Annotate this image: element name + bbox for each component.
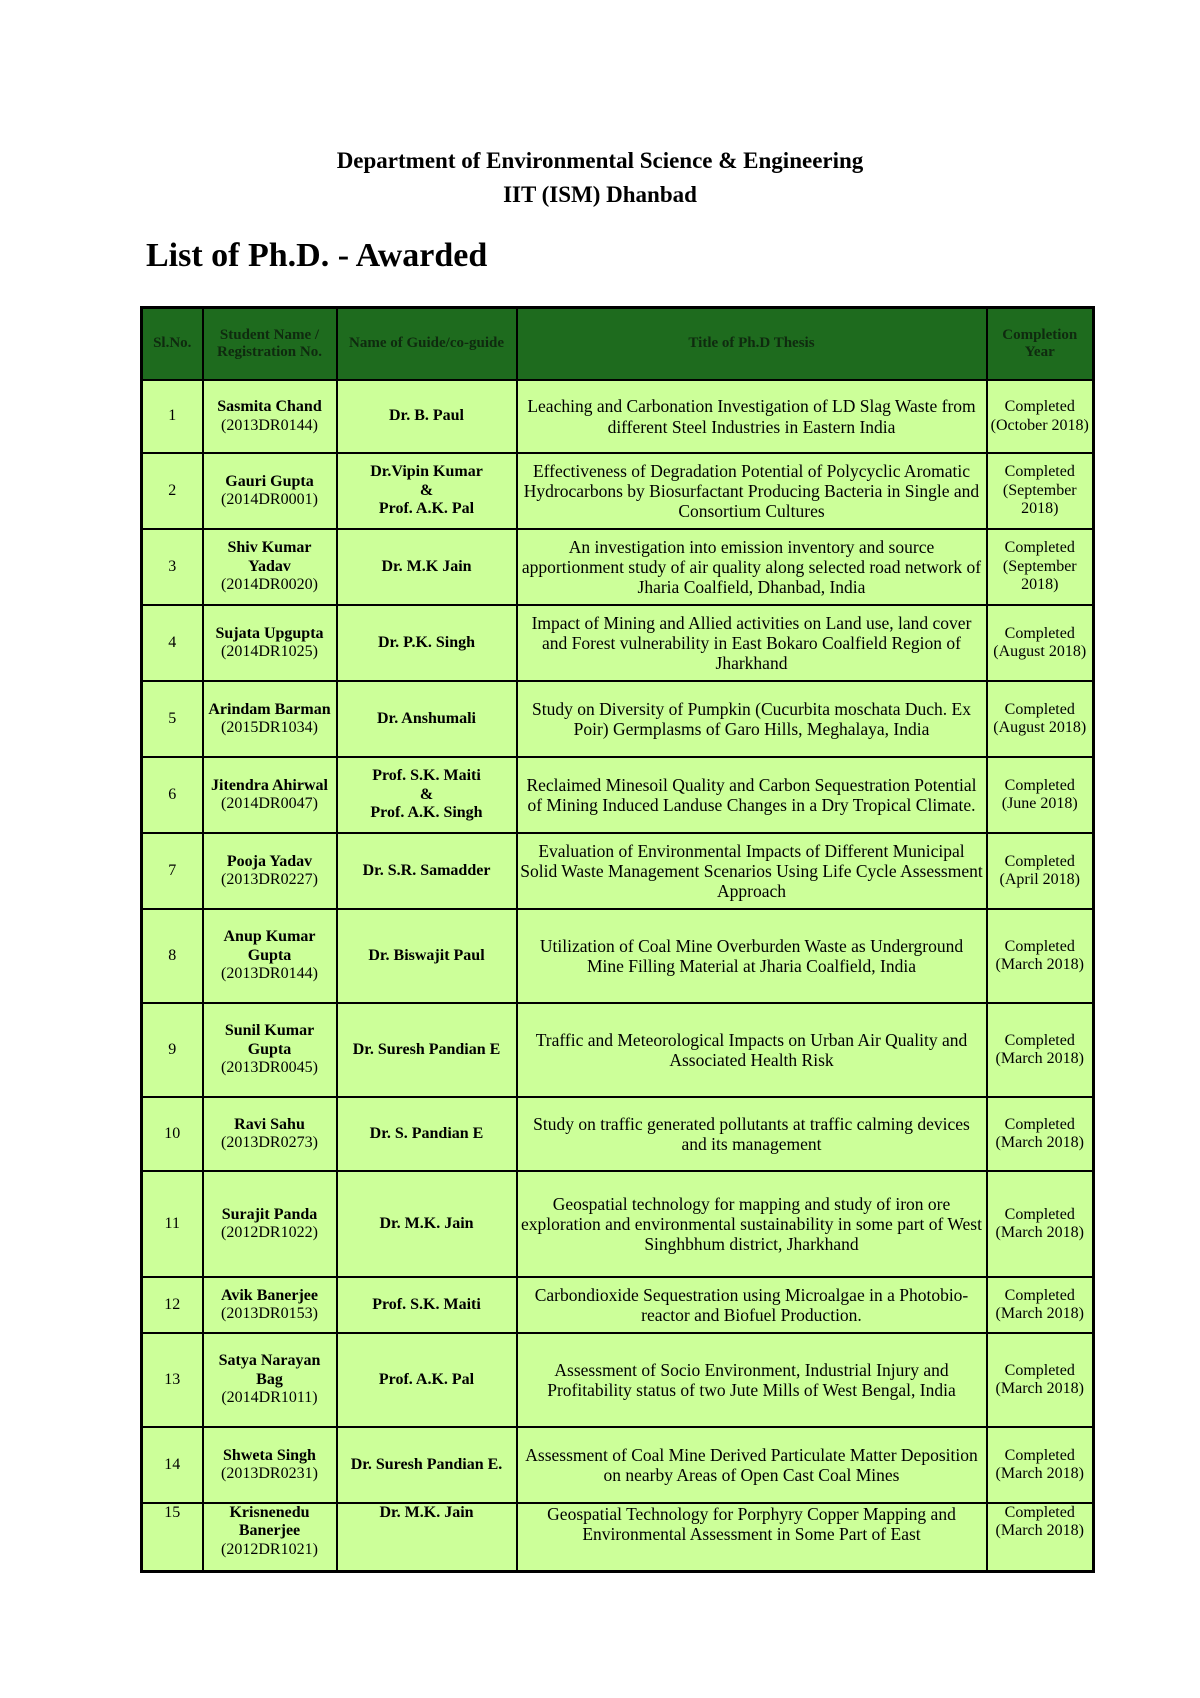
guide-cell bbox=[337, 833, 517, 909]
student-name: Arindam Barman bbox=[208, 700, 331, 718]
serial-number-cell: 10 bbox=[142, 1097, 203, 1171]
guide-cell bbox=[337, 1427, 517, 1503]
registration-number: (2014DR0001) bbox=[221, 491, 318, 508]
thesis-title-cell: Study on traffic generated pollutants at traffic calming devices and its management bbox=[517, 1097, 987, 1171]
student-cell bbox=[203, 605, 337, 681]
student-cell bbox=[203, 909, 337, 1003]
table-row bbox=[142, 681, 1094, 757]
completion-year-cell: Completed (April 2018) bbox=[987, 833, 1094, 909]
guide-name: Dr. Biswajit Paul bbox=[368, 946, 485, 964]
table-row bbox=[142, 1003, 1094, 1097]
registration-number: (2013DR0273) bbox=[221, 1134, 318, 1151]
guide-cell bbox=[337, 757, 517, 833]
thesis-title-cell: Geospatial technology for mapping and study of iron ore exploration and environmental sustainability in some part of West Singhbhum district, Jharkhand bbox=[517, 1171, 987, 1277]
completion-year-cell: Completed (March 2018) bbox=[987, 1427, 1094, 1503]
thesis-title-cell: Evaluation of Environmental Impacts of Different Municipal Solid Waste Management Scenarios Using Life Cycle Assessment Approach bbox=[517, 833, 987, 909]
student-cell bbox=[203, 1427, 337, 1503]
guide-cell bbox=[337, 1171, 517, 1277]
registration-number: (2013DR0227) bbox=[221, 871, 318, 888]
table-row bbox=[142, 1097, 1094, 1171]
table-row bbox=[142, 605, 1094, 681]
completion-year-cell: Completed (June 2018) bbox=[987, 757, 1094, 833]
student-cell bbox=[203, 833, 337, 909]
completion-year-cell: Completed (September 2018) bbox=[987, 529, 1094, 605]
registration-number: (2012DR1022) bbox=[221, 1224, 318, 1241]
student-cell bbox=[203, 1097, 337, 1171]
table-header-row bbox=[142, 308, 1094, 381]
guide-cell bbox=[337, 605, 517, 681]
guide-name: Dr. S.R. Samadder bbox=[362, 861, 491, 879]
department-heading: Department of Environmental Science & Engineering bbox=[336, 148, 864, 173]
page-title: List of Ph.D. - Awarded bbox=[146, 237, 488, 274]
student-name: Surajit Panda bbox=[221, 1205, 318, 1223]
completion-year-cell: Completed (March 2018) bbox=[987, 1171, 1094, 1277]
completion-year-cell: Completed (March 2018) bbox=[987, 1333, 1094, 1427]
student-name: Krisnenedu Banerjee bbox=[229, 1504, 310, 1540]
guide-name: Dr. Suresh Pandian E. bbox=[350, 1455, 503, 1473]
guide-name: Prof. A.K. Pal bbox=[378, 500, 475, 518]
completion-year-cell: Completed (August 2018) bbox=[987, 681, 1094, 757]
guide-cell bbox=[337, 380, 517, 453]
guide-cell bbox=[337, 1097, 517, 1171]
student-cell bbox=[203, 1171, 337, 1277]
guide-name: Prof. A.K. Pal bbox=[378, 1370, 475, 1388]
student-name: Jitendra Ahirwal bbox=[211, 776, 328, 794]
registration-number: (2012DR1021) bbox=[221, 1540, 318, 1558]
column-header-student: Student Name / Registration No. bbox=[203, 308, 337, 381]
guide-name: Prof. A.K. Singh bbox=[370, 804, 483, 822]
serial-number-cell: 8 bbox=[142, 909, 203, 1003]
guide-name: Dr. P.K. Singh bbox=[377, 633, 476, 651]
completion-year-cell: Completed (August 2018) bbox=[987, 605, 1094, 681]
registration-number: (2013DR0153) bbox=[221, 1305, 318, 1322]
thesis-title-cell: An investigation into emission inventory and source apportionment study of air quality along selected road network of Jharia Coalfield, Dhanbad, India bbox=[517, 529, 987, 605]
thesis-title-cell: Geospatial Technology for Porphyry Copper Mapping and Environmental Assessment in Some Part of East bbox=[517, 1503, 987, 1571]
student-name: Satya Narayan Bag bbox=[218, 1352, 321, 1388]
thesis-title-cell: Carbondioxide Sequestration using Microalgae in a Photobio-reactor and Biofuel Production. bbox=[517, 1277, 987, 1333]
serial-number-cell: 5 bbox=[142, 681, 203, 757]
column-header-slno: Sl.No. bbox=[142, 308, 203, 381]
guide-name: & bbox=[419, 785, 434, 803]
registration-number: (2013DR0144) bbox=[221, 965, 318, 983]
thesis-title-cell: Study on Diversity of Pumpkin (Cucurbita moschata Duch. Ex Poir) Germplasms of Garo Hills, Meghalaya, India bbox=[517, 681, 987, 757]
student-cell bbox=[203, 681, 337, 757]
table-row bbox=[142, 529, 1094, 605]
student-cell bbox=[203, 1003, 337, 1097]
completion-year-cell: Completed (March 2018) bbox=[987, 1503, 1094, 1571]
table-row bbox=[142, 757, 1094, 833]
guide-name: Dr. M.K. Jain bbox=[379, 1504, 474, 1521]
phd-awarded-table bbox=[140, 306, 1095, 1573]
completion-year-cell: Completed (March 2018) bbox=[987, 1277, 1094, 1333]
guide-name: Dr. Suresh Pandian E bbox=[352, 1040, 501, 1058]
guide-cell bbox=[337, 1277, 517, 1333]
table-body bbox=[142, 380, 1094, 1571]
serial-number-cell: 9 bbox=[142, 1003, 203, 1097]
guide-name: Dr. S. Pandian E bbox=[369, 1124, 484, 1142]
guide-name: Prof. S.K. Maiti bbox=[372, 1295, 481, 1313]
guide-name: Dr. Anshumali bbox=[377, 709, 476, 727]
table-row bbox=[142, 833, 1094, 909]
thesis-title-cell: Effectiveness of Degradation Potential of Polycyclic Aromatic Hydrocarbons by Biosurfactant Producing Bacteria in Single and Consortium Cultures bbox=[517, 453, 987, 529]
table-row bbox=[142, 380, 1094, 453]
table-row bbox=[142, 1171, 1094, 1277]
serial-number-cell: 4 bbox=[142, 605, 203, 681]
registration-number: (2014DR0020) bbox=[221, 576, 318, 594]
column-header-guide: Name of Guide/co-guide bbox=[337, 308, 517, 381]
serial-number-cell: 6 bbox=[142, 757, 203, 833]
serial-number-cell: 11 bbox=[142, 1171, 203, 1277]
guide-cell bbox=[337, 909, 517, 1003]
registration-number: (2014DR1011) bbox=[221, 1389, 318, 1407]
guide-name: & bbox=[419, 481, 434, 499]
guide-cell bbox=[337, 529, 517, 605]
table-row bbox=[142, 1427, 1094, 1503]
serial-number-cell: 3 bbox=[142, 529, 203, 605]
guide-cell bbox=[337, 453, 517, 529]
serial-number-cell: 15 bbox=[142, 1503, 203, 1571]
student-name: Shiv Kumar Yadav bbox=[227, 539, 312, 575]
registration-number: (2013DR0231) bbox=[221, 1465, 318, 1482]
guide-name: Dr. B. Paul bbox=[389, 407, 464, 425]
thesis-title-cell: Utilization of Coal Mine Overburden Waste as Underground Mine Filling Material at Jharia Coalfield, India bbox=[517, 909, 987, 1003]
thesis-title-cell: Assessment of Socio Environment, Industrial Injury and Profitability status of two Jute Mills of West Bengal, India bbox=[517, 1333, 987, 1427]
thesis-title-cell: Leaching and Carbonation Investigation of LD Slag Waste from different Steel Industries in Eastern India bbox=[517, 380, 987, 453]
student-cell bbox=[203, 529, 337, 605]
table-row bbox=[142, 453, 1094, 529]
column-header-year: Completion Year bbox=[987, 308, 1094, 381]
completion-year-cell: Completed (March 2018) bbox=[987, 909, 1094, 1003]
table-row bbox=[142, 1503, 1094, 1571]
student-name: Gauri Gupta bbox=[225, 472, 314, 490]
guide-name: Dr.Vipin Kumar bbox=[370, 463, 483, 481]
registration-number: (2013DR0144) bbox=[221, 416, 318, 434]
student-cell bbox=[203, 1503, 337, 1571]
student-name: Sujata Upgupta bbox=[215, 624, 324, 642]
student-name: Anup Kumar Gupta bbox=[223, 928, 316, 964]
serial-number-cell: 2 bbox=[142, 453, 203, 529]
table-row bbox=[142, 1277, 1094, 1333]
guide-cell bbox=[337, 1503, 517, 1571]
registration-number: (2013DR0045) bbox=[221, 1059, 318, 1077]
serial-number-cell: 12 bbox=[142, 1277, 203, 1333]
column-header-thesis: Title of Ph.D Thesis bbox=[517, 308, 987, 381]
student-name: Sasmita Chand bbox=[217, 398, 322, 416]
student-name: Ravi Sahu bbox=[234, 1115, 305, 1133]
completion-year-cell: Completed (October 2018) bbox=[987, 380, 1094, 453]
serial-number-cell: 14 bbox=[142, 1427, 203, 1503]
guide-name: Dr. M.K Jain bbox=[381, 557, 472, 575]
student-cell bbox=[203, 380, 337, 453]
table-row bbox=[142, 909, 1094, 1003]
completion-year-cell: Completed (September 2018) bbox=[987, 453, 1094, 529]
student-cell bbox=[203, 757, 337, 833]
guide-name: Prof. S.K. Maiti bbox=[372, 767, 481, 785]
guide-cell bbox=[337, 681, 517, 757]
registration-number: (2014DR1025) bbox=[221, 643, 318, 660]
serial-number-cell: 13 bbox=[142, 1333, 203, 1427]
student-name: Pooja Yadav bbox=[226, 852, 313, 870]
thesis-title-cell: Reclaimed Minesoil Quality and Carbon Sequestration Potential of Mining Induced Landuse Changes in a Dry Tropical Climate. bbox=[517, 757, 987, 833]
serial-number-cell: 1 bbox=[142, 380, 203, 453]
student-name: Shweta Singh bbox=[223, 1446, 316, 1464]
guide-name: Dr. M.K. Jain bbox=[379, 1214, 474, 1232]
guide-cell bbox=[337, 1003, 517, 1097]
completion-year-cell: Completed (March 2018) bbox=[987, 1003, 1094, 1097]
thesis-title-cell: Impact of Mining and Allied activities on Land use, land cover and Forest vulnerability in East Bokaro Coalfield Region of Jharkhand bbox=[517, 605, 987, 681]
student-name: Avik Banerjee bbox=[220, 1286, 318, 1304]
student-cell bbox=[203, 453, 337, 529]
student-name: Sunil Kumar Gupta bbox=[224, 1022, 315, 1058]
student-cell bbox=[203, 1333, 337, 1427]
table-row bbox=[142, 1333, 1094, 1427]
student-cell bbox=[203, 1277, 337, 1333]
serial-number-cell: 7 bbox=[142, 833, 203, 909]
institute-heading: IIT (ISM) Dhanbad bbox=[503, 182, 697, 207]
completion-year-cell: Completed (March 2018) bbox=[987, 1097, 1094, 1171]
registration-number: (2014DR0047) bbox=[221, 795, 318, 812]
thesis-title-cell: Traffic and Meteorological Impacts on Urban Air Quality and Associated Health Risk bbox=[517, 1003, 987, 1097]
guide-cell bbox=[337, 1333, 517, 1427]
thesis-title-cell: Assessment of Coal Mine Derived Particulate Matter Deposition on nearby Areas of Open Cast Coal Mines bbox=[517, 1427, 987, 1503]
registration-number: (2015DR1034) bbox=[221, 719, 318, 736]
